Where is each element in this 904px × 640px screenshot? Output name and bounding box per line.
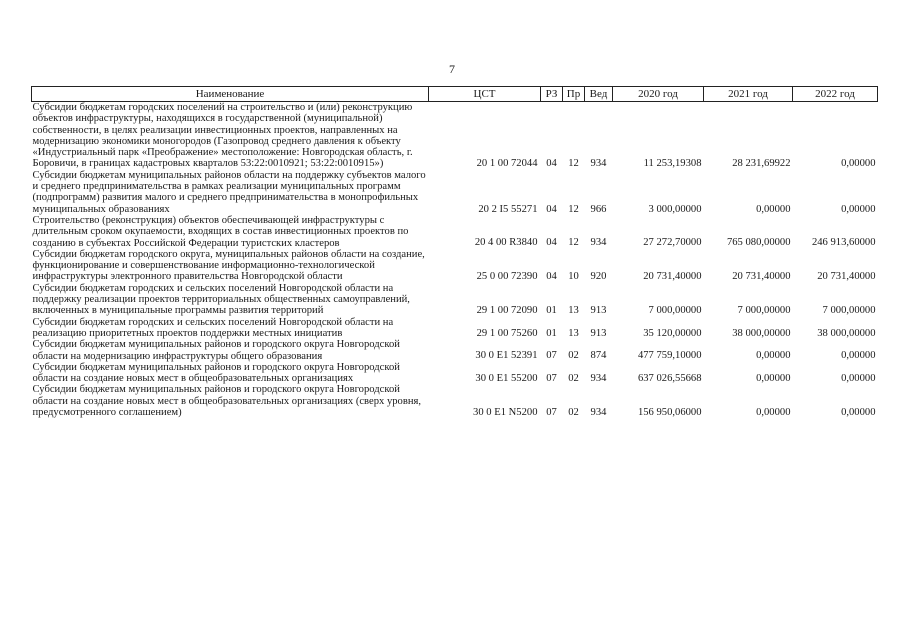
row-cst: 20 1 00 72044 bbox=[476, 158, 538, 170]
row-2020: 20 731,40000 bbox=[643, 271, 702, 283]
header-name: Наименование bbox=[32, 87, 429, 102]
row-2022: 0,00000 bbox=[841, 373, 876, 385]
row-2022: 20 731,40000 bbox=[817, 271, 876, 283]
row-rz: 07 bbox=[546, 406, 557, 418]
row-2022: 246 913,60000 bbox=[811, 237, 876, 249]
header-2020: 2020 год bbox=[613, 87, 704, 102]
row-ved: 913 bbox=[590, 305, 607, 317]
table-row bbox=[32, 384, 878, 418]
row-pr: 02 bbox=[568, 350, 579, 362]
row-name: Субсидии бюджетам муниципальных районов и городского округа Новгородской области на создание новых мест в общеобразовательных организациях bbox=[32, 361, 400, 385]
row-rz: 07 bbox=[546, 373, 557, 385]
table-row bbox=[32, 339, 878, 362]
row-2021: 7 000,00000 bbox=[737, 305, 791, 317]
row-2022: 0,00000 bbox=[841, 350, 876, 362]
row-pr: 13 bbox=[568, 305, 579, 317]
row-name: Строительство (реконструкция) объектов обеспечивающей инфраструктуры с длительным сроком окупаемости, входящих в состав инвестиционных проектов по созданию в субъектах Российской Федерации туристских кластеров bbox=[32, 214, 409, 249]
row-rz: 01 bbox=[546, 327, 557, 339]
row-2021: 0,00000 bbox=[756, 373, 791, 385]
row-2022: 0,00000 bbox=[841, 406, 876, 418]
row-2020: 27 272,70000 bbox=[643, 237, 702, 249]
header-ved: Вед bbox=[585, 87, 613, 102]
row-rz: 04 bbox=[546, 158, 557, 170]
row-ved: 934 bbox=[590, 237, 607, 249]
row-2020: 35 120,00000 bbox=[643, 327, 702, 339]
row-cst: 30 0 E1 52391 bbox=[475, 350, 538, 362]
row-cst: 20 2 I5 55271 bbox=[478, 203, 538, 215]
row-name: Субсидии бюджетам городских поселений на строительство и (или) реконструкцию объектов инфраструктуры, находящихся в государственной (муниципальной) собственности, в целях реализации инвестиционных проектов, направленных на модернизацию экономики моногородов (Газопровод среднего давления к объекту «Индустриальный парк «Преображение» местоположение: Новгородская область, г. Боровичи, в границах кадастровых кварталов 53:22:0010921; 53:22:0010915») bbox=[32, 102, 413, 170]
header-cst: ЦСТ bbox=[429, 87, 541, 102]
row-pr: 13 bbox=[568, 327, 579, 339]
row-cst: 29 1 00 72090 bbox=[476, 305, 538, 317]
row-2021: 28 231,69922 bbox=[732, 158, 791, 170]
row-name: Субсидии бюджетам муниципальных районов и городского округа Новгородской области на модернизацию инфраструктуры общего образования bbox=[32, 339, 400, 362]
row-2022: 7 000,00000 bbox=[822, 305, 876, 317]
row-name: Субсидии бюджетам муниципальных районов области на поддержку субъектов малого и среднего предпринимательства в рамках реализации муниципальных программ (подпрограмм) развития малого и среднего предпринимательства в монопрофильных муниципальных образованиях bbox=[32, 169, 426, 215]
table-row bbox=[32, 102, 878, 170]
row-2021: 38 000,00000 bbox=[732, 327, 791, 339]
table-row bbox=[32, 283, 878, 317]
table-header bbox=[32, 87, 878, 102]
row-rz: 04 bbox=[546, 271, 557, 283]
row-rz: 01 bbox=[546, 305, 557, 317]
row-2021: 0,00000 bbox=[756, 203, 791, 215]
row-2022: 0,00000 bbox=[841, 203, 876, 215]
header-pr: Пр bbox=[563, 87, 585, 102]
row-2020: 637 026,55668 bbox=[637, 373, 702, 385]
row-2022: 38 000,00000 bbox=[817, 327, 876, 339]
row-rz: 04 bbox=[546, 237, 557, 249]
row-2020: 3 000,00000 bbox=[648, 203, 702, 215]
row-2020: 477 759,10000 bbox=[637, 350, 702, 362]
row-2021: 765 080,00000 bbox=[726, 237, 791, 249]
page-number: 7 bbox=[449, 62, 455, 76]
row-cst: 30 0 E1 55200 bbox=[475, 373, 538, 385]
table-row bbox=[32, 170, 878, 215]
table-row bbox=[32, 362, 878, 385]
row-ved: 966 bbox=[590, 203, 607, 215]
table-row bbox=[32, 317, 878, 340]
row-pr: 02 bbox=[568, 406, 579, 418]
row-name: Субсидии бюджетам городских и сельских поселений Новгородской области на поддержку реализации проектов территориальных общественных самоуправлений, включенных в муниципальные программы развития территорий bbox=[32, 282, 410, 317]
header-rz: РЗ bbox=[541, 87, 563, 102]
row-pr: 10 bbox=[568, 271, 579, 283]
table-row bbox=[32, 215, 878, 249]
row-ved: 934 bbox=[590, 373, 607, 385]
row-2020: 11 253,19308 bbox=[643, 158, 702, 170]
header-2022: 2022 год bbox=[793, 87, 878, 102]
header-row bbox=[32, 87, 878, 102]
row-name: Субсидии бюджетам городских и сельских поселений Новгородской области на реализацию приоритетных проектов поддержки местных инициатив bbox=[32, 316, 394, 339]
row-rz: 07 bbox=[546, 350, 557, 362]
row-pr: 12 bbox=[568, 237, 579, 249]
row-cst: 29 1 00 75260 bbox=[476, 327, 538, 339]
row-2021: 0,00000 bbox=[756, 350, 791, 362]
table-row bbox=[32, 249, 878, 283]
row-2020: 156 950,06000 bbox=[637, 406, 702, 418]
row-pr: 12 bbox=[568, 158, 579, 170]
row-2021: 0,00000 bbox=[756, 406, 791, 418]
row-name: Субсидии бюджетам муниципальных районов и городского округа Новгородской области на создание новых мест в общеобразовательных организациях (сверх уровня, предусмотренного соглашением) bbox=[32, 384, 422, 419]
row-pr: 12 bbox=[568, 203, 579, 215]
budget-table bbox=[31, 86, 878, 418]
row-ved: 920 bbox=[590, 271, 607, 283]
row-cst: 30 0 E1 N5200 bbox=[473, 406, 538, 418]
row-cst: 20 4 00 R3840 bbox=[474, 237, 538, 249]
row-cst: 25 0 00 72390 bbox=[476, 271, 538, 283]
row-ved: 913 bbox=[590, 327, 607, 339]
table-body bbox=[32, 102, 878, 419]
row-rz: 04 bbox=[546, 203, 557, 215]
row-ved: 934 bbox=[590, 406, 607, 418]
row-name: Субсидии бюджетам городского округа, муниципальных районов области на создание, функционирование и совершенствование информационно-технологической инфраструктуры электронного правительства Новгородской области bbox=[32, 248, 425, 283]
row-2020: 7 000,00000 bbox=[648, 305, 702, 317]
row-pr: 02 bbox=[568, 373, 579, 385]
row-2021: 20 731,40000 bbox=[732, 271, 791, 283]
row-ved: 934 bbox=[590, 158, 607, 170]
row-ved: 874 bbox=[590, 350, 607, 362]
header-2021: 2021 год bbox=[704, 87, 793, 102]
row-2022: 0,00000 bbox=[841, 158, 876, 170]
